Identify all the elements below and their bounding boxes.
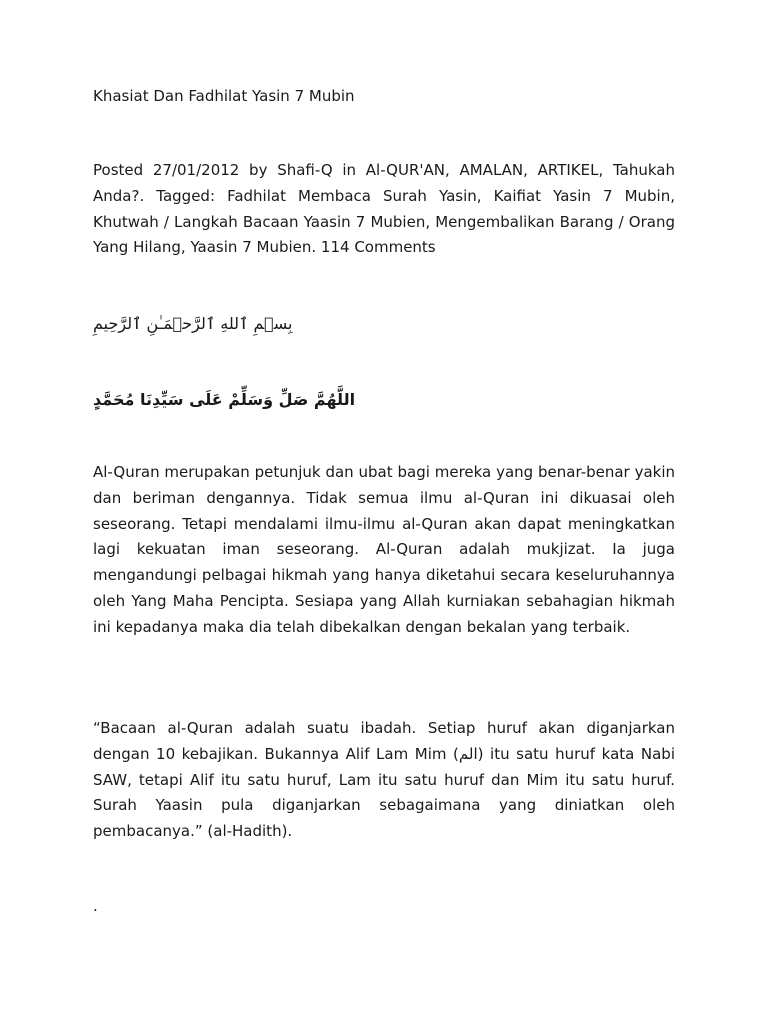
- document-title: Khasiat Dan Fadhilat Yasin 7 Mubin: [93, 87, 355, 105]
- body-paragraph-1: Al-Quran merupakan petunjuk dan ubat bagi mereka yang benar-benar yakin dan beriman dengannya. Tidak semua ilmu al-Quran ini dikuasai oleh seseorang. Tetapi mendalami ilmu-ilmu al-Quran akan dapat meningkatkan lagi kekuatan iman seseorang. Al-Quran adalah mukjizat. Ia juga mengandungi pelbagai hikmah yang hanya diketahui secara keseluruhannya oleh Yang Maha Pencipta. Sesiapa yang Allah kurniakan sebahagian hikmah ini kepadanya maka dia telah dibekalkan dengan bekalan yang terbaik.: [93, 463, 675, 636]
- trailing-dot: .: [93, 897, 98, 915]
- basmala-text: بِسۡمِ ٱللهِ ٱلرَّحۡمَـٰنِ ٱلرَّحِيمِ: [93, 314, 293, 333]
- body-paragraph-2: “Bacaan al-Quran adalah suatu ibadah. Setiap huruf akan diganjarkan dengan 10 kebajikan. Bukannya Alif Lam Mim (الم) itu satu huruf kata Nabi SAW, tetapi Alif itu satu huruf, Lam itu satu huruf dan Mim itu satu huruf. Surah Yaasin pula diganjarkan sebagaimana yang diniatkan oleh pembacanya.” (al-Hadith).: [93, 719, 675, 841]
- salawat-text: اللَّهُمَّ صَلِّ وَسَلِّمْ عَلَى سَيِّدِنَا مُحَمَّدٍ: [93, 390, 356, 409]
- post-meta: Posted 27/01/2012 by Shafi-Q in Al-QUR'AN, AMALAN, ARTIKEL, Tahukah Anda?. Tagged: Fadhilat Membaca Surah Yasin, Kaifiat Yasin 7 Mubin, Khutwah / Langkah Bacaan Yaasin 7 Mubien, Mengembalikan Barang / Orang Yang Hilang, Yaasin 7 Mubien. 114 Comments: [93, 161, 675, 257]
